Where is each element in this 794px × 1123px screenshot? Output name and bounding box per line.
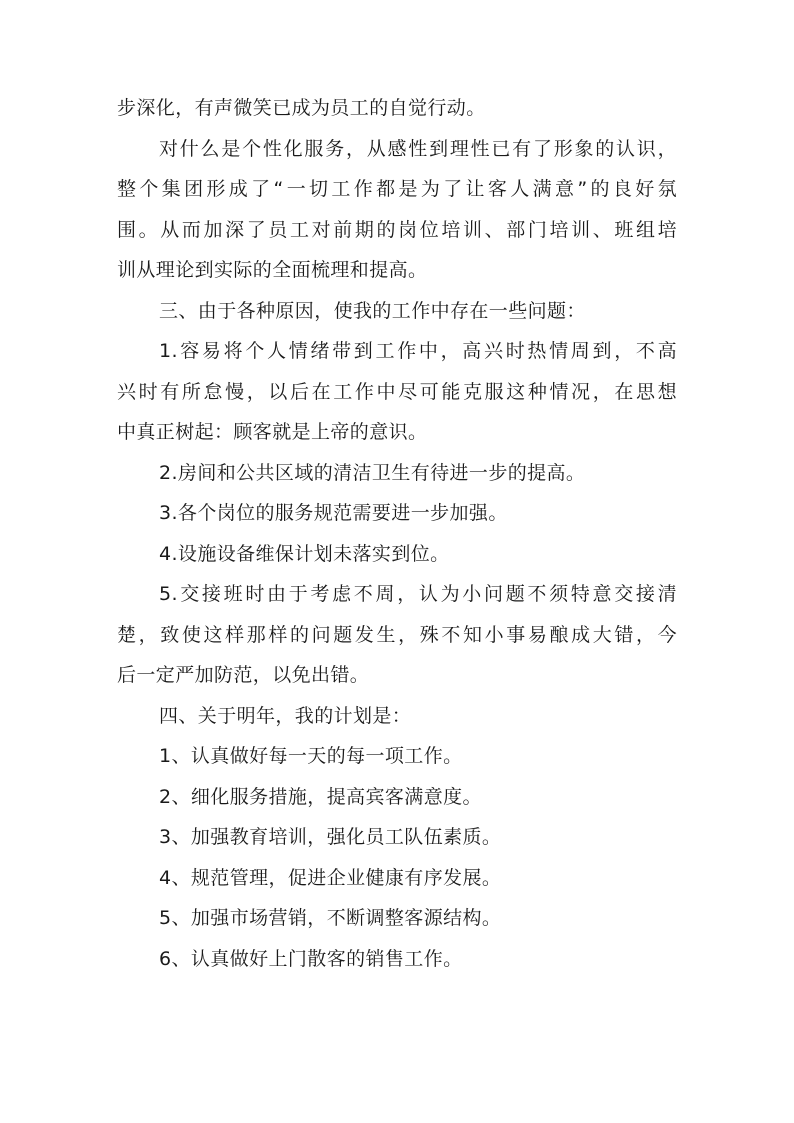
paragraph-line: 1.容易将个人情绪带到工作中，高兴时热情周到，不高 [159, 340, 677, 362]
paragraph-line: 5.交接班时由于考虑不周，认为小问题不须特意交接清 [159, 583, 677, 605]
paragraph-line: 后一定严加防范，以免出错。 [117, 664, 370, 686]
list-item: 3、加强教育培训，强化员工队伍素质。 [159, 826, 502, 848]
section-heading: 三、由于各种原因，使我的工作中存在一些问题： [159, 299, 586, 322]
paragraph-line: 训从理论到实际的全面梳理和提高。 [117, 259, 428, 281]
paragraph-line: 整个集团形成了“一切工作都是为了让客人满意”的良好氛 [117, 178, 677, 200]
paragraph-line: 3.各个岗位的服务规范需要进一步加强。 [159, 502, 508, 524]
list-item: 2、细化服务措施，提高宾客满意度。 [159, 785, 482, 808]
paragraph-line: 步深化，有声微笑已成为员工的自觉行动。 [117, 97, 486, 119]
paragraph-line: 对什么是个性化服务，从感性到理性已有了形象的认识， [159, 137, 677, 160]
document-body [117, 88, 677, 979]
list-item: 5、加强市场营销，不断调整客源结构。 [159, 907, 502, 929]
paragraph-line: 2.房间和公共区域的清洁卫生有待进一步的提高。 [159, 461, 586, 484]
paragraph-line: 兴时有所怠慢，以后在工作中尽可能克服这种情况，在思想 [117, 380, 677, 403]
paragraph-line: 楚，致使这样那样的问题发生，殊不知小事易酿成大错，今 [117, 623, 677, 646]
list-item: 4、规范管理，促进企业健康有序发展。 [159, 866, 502, 889]
section-heading: 四、关于明年，我的计划是： [159, 704, 412, 727]
paragraph-line: 围。从而加深了员工对前期的岗位培训、部门培训、班组培 [117, 218, 677, 241]
paragraph-line: 4.设施设备维保计划未落实到位。 [159, 542, 450, 565]
list-item: 1、认真做好每一天的每一项工作。 [159, 745, 463, 767]
paragraph-line: 中真正树起：顾客就是上帝的意识。 [117, 421, 428, 443]
list-item: 6、认真做好上门散客的销售工作。 [159, 947, 463, 970]
